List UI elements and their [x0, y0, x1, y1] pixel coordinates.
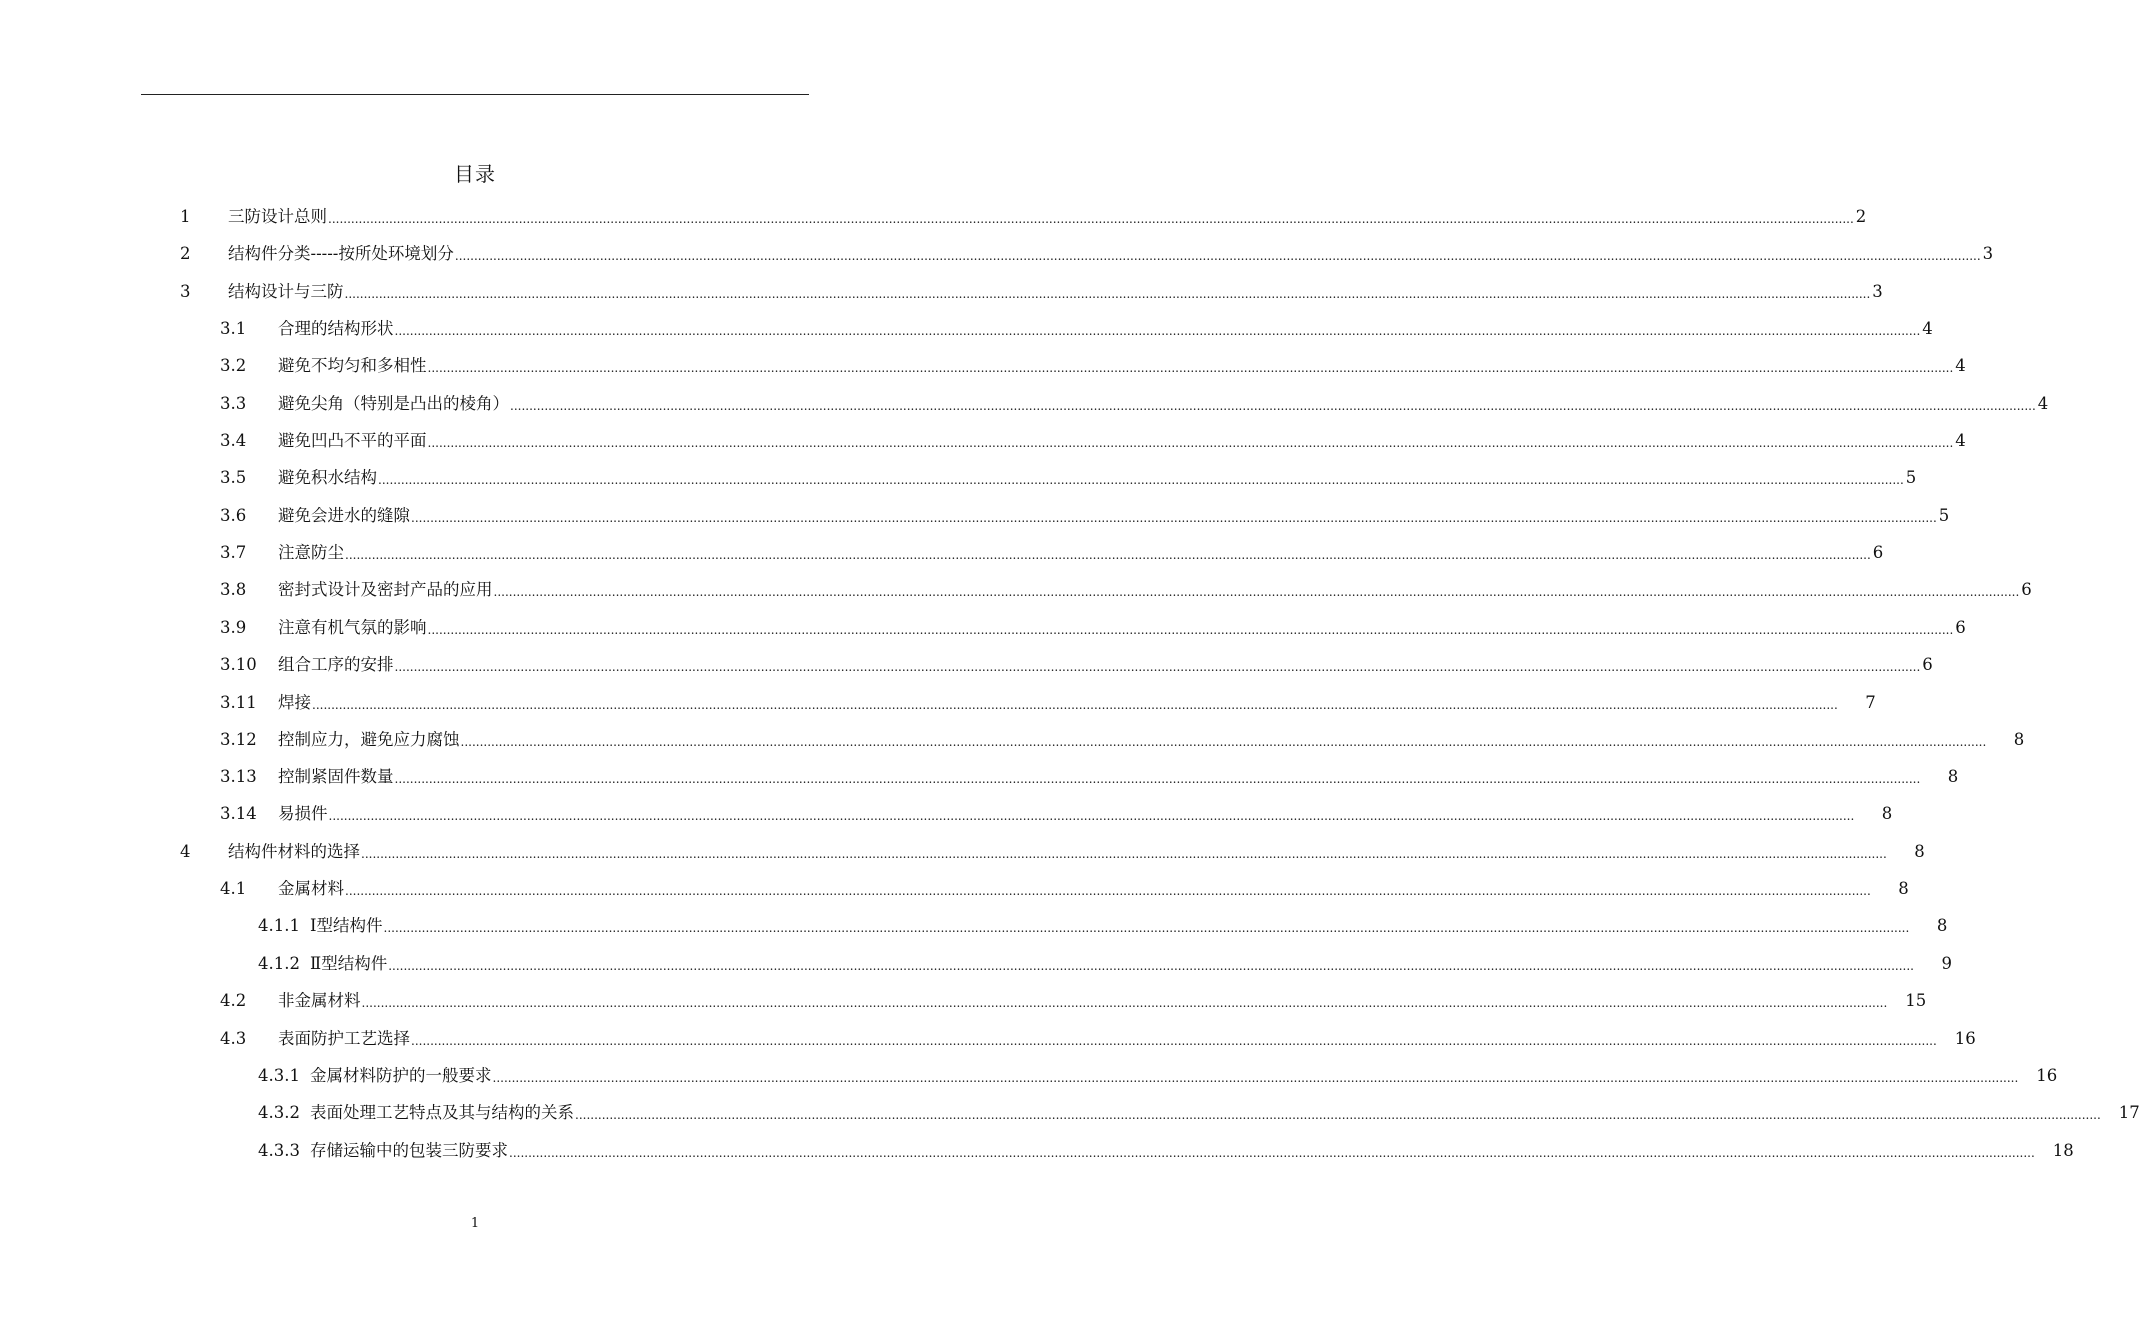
toc-entry-leader: ................................................................................................................................................................................................................................................................................................................................................................................................................ [427, 436, 1954, 450]
toc-entry[interactable] [220, 727, 2025, 753]
toc-entry-leader: ................................................................................................................................................................................................................................................................................................................................................................................................................ [345, 884, 1871, 898]
toc-entry-leader: ................................................................................................................................................................................................................................................................................................................................................................................................................ [394, 324, 1921, 338]
toc-entry-title: 结构设计与三防 [228, 282, 344, 301]
toc-entry[interactable] [220, 652, 1933, 678]
toc-entry-page: 15 [1905, 991, 1927, 1010]
toc-entry-leader: ................................................................................................................................................................................................................................................................................................................................................................................................................ [454, 249, 1981, 263]
toc-entry-number: 4.2 [220, 991, 247, 1010]
toc-entry-title: 存储运输中的包装三防要求 [310, 1141, 508, 1160]
toc-entry[interactable] [180, 241, 1994, 267]
toc-entry-page: 9 [1941, 954, 1952, 973]
toc-entry-number: 3.2 [220, 356, 247, 375]
toc-entry-page: 8 [1914, 842, 1925, 861]
toc-entry-title: 易损件 [278, 804, 328, 823]
toc-entry-title: 金属材料防护的一般要求 [310, 1066, 492, 1085]
toc-entry-title: 金属材料 [278, 879, 344, 898]
toc-entry-leader: ................................................................................................................................................................................................................................................................................................................................................................................................................ [460, 735, 1987, 749]
toc-entry[interactable] [258, 1063, 2058, 1089]
toc-entry-number: 3.7 [220, 543, 247, 562]
toc-entry-page: 8 [2013, 730, 2025, 749]
toc-entry-page: 2 [1855, 207, 1867, 226]
toc-entry[interactable] [220, 764, 1959, 790]
toc-entry-title: 三防设计总则 [228, 207, 327, 226]
toc-entry-leader: ................................................................................................................................................................................................................................................................................................................................................................................................................ [427, 623, 1954, 637]
toc-entry[interactable] [220, 391, 2049, 417]
toc-entry[interactable] [220, 540, 1884, 566]
toc-entry[interactable] [220, 690, 1876, 716]
toc-entry-leader: ................................................................................................................................................................................................................................................................................................................................................................................................................ [427, 361, 1954, 375]
toc-entry-number: 3.4 [220, 431, 247, 450]
toc-entry-leader: ................................................................................................................................................................................................................................................................................................................................................................................................................ [345, 548, 1871, 562]
toc-entry-page: 3 [1982, 244, 1994, 263]
toc-entry-leader: ................................................................................................................................................................................................................................................................................................................................................................................................................ [575, 1108, 2101, 1122]
toc-entry[interactable] [220, 465, 1917, 491]
toc-entry-number: 4.3.1 [258, 1066, 300, 1085]
toc-entry-number: 3.11 [220, 693, 257, 712]
toc-entry-number: 3.5 [220, 468, 247, 487]
toc-entry-number: 4.1.2 [258, 954, 300, 973]
toc-entry-leader: ................................................................................................................................................................................................................................................................................................................................................................................................................ [328, 809, 1855, 823]
toc-entry-title: 避免不均匀和多相性 [278, 356, 427, 375]
toc-entry-leader: ................................................................................................................................................................................................................................................................................................................................................................................................................ [394, 772, 1921, 786]
toc-entry-number: 3.9 [220, 618, 247, 637]
toc-entry-page: 8 [1936, 916, 1948, 935]
toc-entry-number: 3.3 [220, 394, 247, 413]
toc-entry[interactable] [220, 353, 1966, 379]
toc-entry-title: 注意防尘 [278, 543, 344, 562]
toc-entry-title: 控制紧固件数量 [278, 767, 394, 786]
toc-entry-leader: ................................................................................................................................................................................................................................................................................................................................................................................................................ [361, 996, 1888, 1010]
toc-entry-page: 17 [2118, 1103, 2140, 1122]
toc-entry-leader: ................................................................................................................................................................................................................................................................................................................................................................................................................ [361, 847, 1887, 861]
toc-entry-number: 1 [180, 207, 191, 226]
toc-entry-title: 避免凹凸不平的平面 [278, 431, 427, 450]
toc-entry-title: 避免会进水的缝隙 [278, 506, 410, 525]
toc-entry-page: 6 [2021, 580, 2032, 599]
toc-entry-number: 4 [180, 842, 191, 861]
toc-entry[interactable] [258, 951, 1952, 977]
toc-entry-leader: ................................................................................................................................................................................................................................................................................................................................................................................................................ [388, 959, 1914, 973]
toc-entry-page: 16 [1954, 1029, 1976, 1048]
toc-entry-page: 6 [1922, 655, 1933, 674]
toc-entry-page: 4 [1955, 431, 1966, 450]
toc-entry-title: 注意有机气氛的影响 [278, 618, 427, 637]
toc-entry-title: 焊接 [278, 693, 311, 712]
toc-entry[interactable] [180, 204, 1867, 230]
toc-entry-page: 8 [1881, 804, 1893, 823]
toc-entry-number: 4.1 [220, 879, 247, 898]
toc-entry-leader: ................................................................................................................................................................................................................................................................................................................................................................................................................ [312, 698, 1838, 712]
toc-entry[interactable] [220, 876, 1909, 902]
toc-entry-number: 2 [180, 244, 191, 263]
toc-entry-leader: ................................................................................................................................................................................................................................................................................................................................................................................................................ [378, 473, 1904, 487]
toc-entry-leader: ................................................................................................................................................................................................................................................................................................................................................................................................................ [509, 1146, 2035, 1160]
toc-entry-page: 6 [1872, 543, 1884, 562]
toc-entry-number: 3.10 [220, 655, 257, 674]
toc-entry-page: 4 [1955, 356, 1966, 375]
toc-entry-title: 合理的结构形状 [278, 319, 394, 338]
toc-entry-number: 4.3.3 [258, 1141, 300, 1160]
toc-entry-page: 8 [1947, 767, 1959, 786]
toc-entry-leader: ................................................................................................................................................................................................................................................................................................................................................................................................................ [493, 585, 2020, 599]
toc-entry[interactable] [220, 428, 1966, 454]
toc-entry-page: 4 [1922, 319, 1933, 338]
toc-entry-title: 组合工序的安排 [278, 655, 394, 674]
toc-entry-page: 3 [1872, 282, 1883, 301]
toc-entry-title: 控制应力，避免应力腐蚀 [278, 730, 460, 749]
toc-entry-title: 表面防护工艺选择 [278, 1029, 410, 1048]
toc-entry-number: 4.1.1 [258, 916, 300, 935]
toc-entry-number: 3.8 [220, 580, 247, 599]
toc-entry-number: 3.14 [220, 804, 257, 823]
toc-entry[interactable] [220, 316, 1933, 342]
page-number: 1 [470, 1216, 480, 1231]
toc-entry-page: 16 [2036, 1066, 2058, 1085]
toc-entry-leader: ................................................................................................................................................................................................................................................................................................................................................................................................................ [411, 1034, 1937, 1048]
toc-entry[interactable] [220, 615, 1966, 641]
toc-entry-leader: ................................................................................................................................................................................................................................................................................................................................................................................................................ [411, 511, 1937, 525]
toc-entry-title: Ⅱ型结构件 [310, 954, 388, 973]
toc-entry-number: 4.3 [220, 1029, 247, 1048]
toc-entry-leader: ................................................................................................................................................................................................................................................................................................................................................................................................................ [328, 212, 1854, 226]
toc-title: 目录 [454, 162, 496, 186]
toc-entry-leader: ................................................................................................................................................................................................................................................................................................................................................................................................................ [383, 921, 1910, 935]
toc-entry[interactable] [220, 503, 1950, 529]
toc-entry[interactable] [180, 839, 1925, 865]
toc-entry[interactable] [258, 1138, 2074, 1164]
toc-entry-title: 避免尖角（特别是凸出的棱角） [278, 394, 509, 413]
toc-entry-title: 结构件分类-----按所处环境划分 [228, 244, 454, 263]
toc-entry-leader: ................................................................................................................................................................................................................................................................................................................................................................................................................ [510, 399, 2036, 413]
toc-entry[interactable] [220, 801, 1893, 827]
toc-entry-leader: ................................................................................................................................................................................................................................................................................................................................................................................................................ [344, 287, 1871, 301]
toc-entry-number: 3.1 [220, 319, 247, 338]
toc-entry-title: 避免积水结构 [278, 468, 377, 487]
toc-entry[interactable] [220, 577, 2032, 603]
toc-entry-title: 表面处理工艺特点及其与结构的关系 [310, 1103, 574, 1122]
toc-entry-page: 18 [2052, 1141, 2074, 1160]
toc-entry-title: Ⅰ型结构件 [310, 916, 383, 935]
toc-entry-page: 7 [1865, 693, 1876, 712]
toc-entry-page: 8 [1898, 879, 1909, 898]
toc-entry-page: 4 [2037, 394, 2049, 413]
toc-entry[interactable] [220, 988, 1927, 1014]
toc-entry-leader: ................................................................................................................................................................................................................................................................................................................................................................................................................ [394, 660, 1921, 674]
toc-entry-number: 4.3.2 [258, 1103, 300, 1122]
toc-entry-title: 非金属材料 [278, 991, 361, 1010]
toc-entry-page: 6 [1955, 618, 1966, 637]
toc-entry[interactable] [258, 1100, 2140, 1126]
toc-entry-title: 密封式设计及密封产品的应用 [278, 580, 493, 599]
toc-entry[interactable] [258, 913, 1948, 939]
toc-entry-leader: ................................................................................................................................................................................................................................................................................................................................................................................................................ [492, 1071, 2019, 1085]
toc-entry-number: 3.13 [220, 767, 257, 786]
toc-entry-title: 结构件材料的选择 [228, 842, 360, 861]
toc-entry-page: 5 [1938, 506, 1950, 525]
toc-entry[interactable] [180, 279, 1883, 305]
toc-entry-page: 5 [1905, 468, 1917, 487]
toc-entry-number: 3 [180, 282, 191, 301]
toc-entry-number: 3.12 [220, 730, 257, 749]
toc-entry[interactable] [220, 1026, 1976, 1052]
toc-entry-number: 3.6 [220, 506, 247, 525]
